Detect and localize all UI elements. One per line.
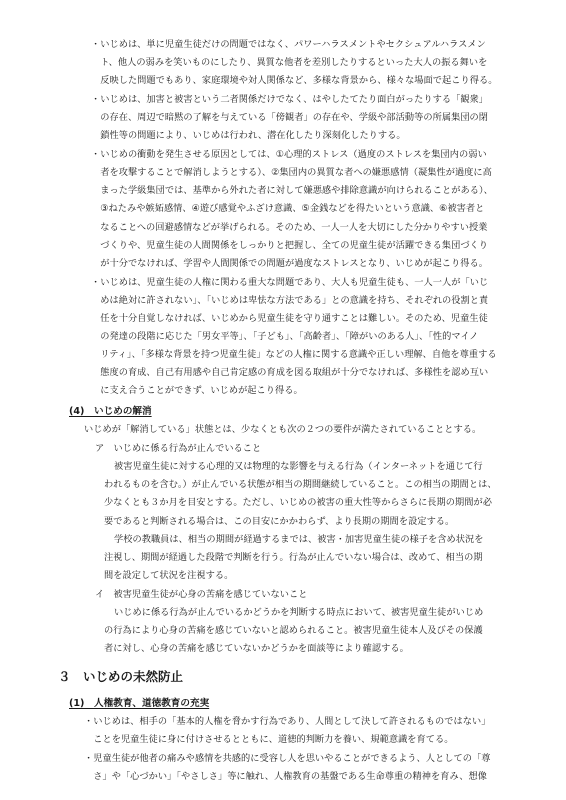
text-line: ト、他人の弱みを笑いものにしたり、異質な他者を差別したりするといった大人の振る舞いを (91, 57, 488, 68)
text-line: が十分でなければ、学習や人間関係での問題が過度なストレスとなり、いじめが起こり得る。 (91, 258, 488, 269)
text-line: ③ねたみや嫉妬感情、④遊び感覚やふざけ意識、⑤金銭などを得たいという意識、⑥被害者と (91, 203, 485, 214)
text-line: の存在、周辺で暗黙の了解を与えている「傍観者」の存在や、学級や部活動等の所属集団の閉 (91, 112, 489, 123)
text-line: ・いじめは、単に児童生徒だけの問題ではなく、パワーハラスメントやセクシュアルハラスメン (91, 39, 486, 50)
subsection-heading: (4) いじめの解消 (69, 406, 152, 417)
text-line: リティ」、「多様な背景を持つ児童生徒」などの人権に関する意識や正しい理解、自他を尊重する (91, 349, 497, 360)
text-line: まった学級集団では、基準から外れた者に対して嫌悪感や排除意識が向けられることがある）、 (91, 185, 493, 196)
text-line: ・いじめの衝動を発生させる原因としては、①心理的ストレス（過度のストレスを集団内の弱い (91, 149, 487, 160)
text-line: さ」や「心づかい」「やさしさ」等に触れ、人権教育の基盤である生命尊重の精神を育み、想像 (84, 771, 487, 782)
item-b-heading: イ 被害児童生徒が心身の苦痛を感じていないこと (95, 589, 308, 600)
text-line: ・児童生徒が他者の痛みや感情を共感的に受容し人を思いやることができるよう、人としての「尊 (84, 753, 491, 764)
text-line: ・いじめは、加害と被害という二者関係だけでなく、はやしたてたり面白がったりする「観衆」 (91, 94, 489, 105)
text-line: 態度の育成、自己有用感や自己肯定感の育成を図る取組が十分でなければ、多様性を認め互い (91, 367, 489, 378)
text-line: の行為により心身の苦痛を感じていないと認められること。被害児童生徒本人及びその保護 (104, 625, 483, 636)
section-heading: ３ いじめの未然防止 (58, 669, 184, 684)
subsection-heading: (1) 人権教育、道徳教育の充実 (69, 698, 210, 709)
text-line: いじめに係る行為が止んでいるかどうかを判断する時点において、被害児童生徒がいじめ (114, 607, 484, 618)
section-intro: いじめが「解消している」状態とは、少なくとも次の２つの要件が満たされていることとする。 (84, 424, 482, 435)
text-line: 間を設定して状況を注視する。 (104, 570, 234, 581)
text-line: ことを児童生徒に身に付けさせるとともに、道徳的判断力を養い、規範意識を育てる。 (84, 734, 454, 745)
text-line: 反映した問題でもあり、家庭環境や対人関係など、多様な背景から、様々な場面で起こり得る。 (91, 75, 498, 86)
text-line: づくりや、児童生徒の人間関係をしっかりと把握し、全ての児童生徒が活躍できる集団づくり (91, 240, 489, 251)
text-line: 学校の教職員は、相当の期間が経過するまでは、被害・加害児童生徒の様子を含め状況を (114, 534, 484, 545)
text-line: 注視し、期間が経過した段階で判断を行う。行為が止んでいない場合は、改めて、相当の期 (104, 552, 483, 563)
text-line: 要であると判断される場合は、この目安にかかわらず、より長期の期間を設定する。 (104, 516, 455, 527)
text-line: 少なくとも３か月を目安とする。ただし、いじめの被害の重大性等からさらに長期の期間が必 (104, 497, 492, 508)
text-line: なることへの回避感情などが挙げられる。そのため、一人一人を大切にした分かりやすい授業 (91, 222, 488, 233)
text-line: 鎖性等の問題により、いじめは行われ、潜在化したり深刻化したりする。 (91, 130, 406, 141)
text-line: めは絶対に許されない」、「いじめは卑怯な方法である」との意識を持ち、それぞれの役割と責 (91, 295, 489, 306)
text-line: われるものを含む。）が止んでいる状態が相当の期間継続していること。この相当の期間とは、 (104, 479, 497, 490)
text-line: 任を十分自覚しなければ、いじめから児童生徒を守り通すことは難しい。そのため、児童生徒 (91, 313, 488, 324)
text-line: ・いじめは、相手の「基本的人権を脅かす行為であり、人間として決して許されるものではない」 (84, 716, 491, 727)
text-line: 被害児童生徒に対する心理的又は物理的な影響を与える行為（インターネットを通じて行 (114, 461, 483, 472)
text-line: 者を攻撃することで解消しようとする）、②集団内の異質な者への嫌悪感情（凝集性が過度に高 (91, 167, 492, 178)
text-line: に支え合うことができず、いじめが起こり得る。 (91, 385, 303, 396)
text-line: ・いじめは、児童生徒の人権に関わる重大な問題であり、大人も児童生徒も、一人一人が「いじ (91, 277, 489, 288)
text-line: 者に対し、心身の苦痛を感じていないかどうかを面談等により確認する。 (104, 643, 409, 654)
item-a-heading: ア いじめに係る行為が止んでいること (95, 443, 262, 454)
text-line: の発達の段階に応じた「男女平等」、「子ども」、「高齢者」、「障がいのある人」、「性的マイノ (91, 331, 479, 342)
